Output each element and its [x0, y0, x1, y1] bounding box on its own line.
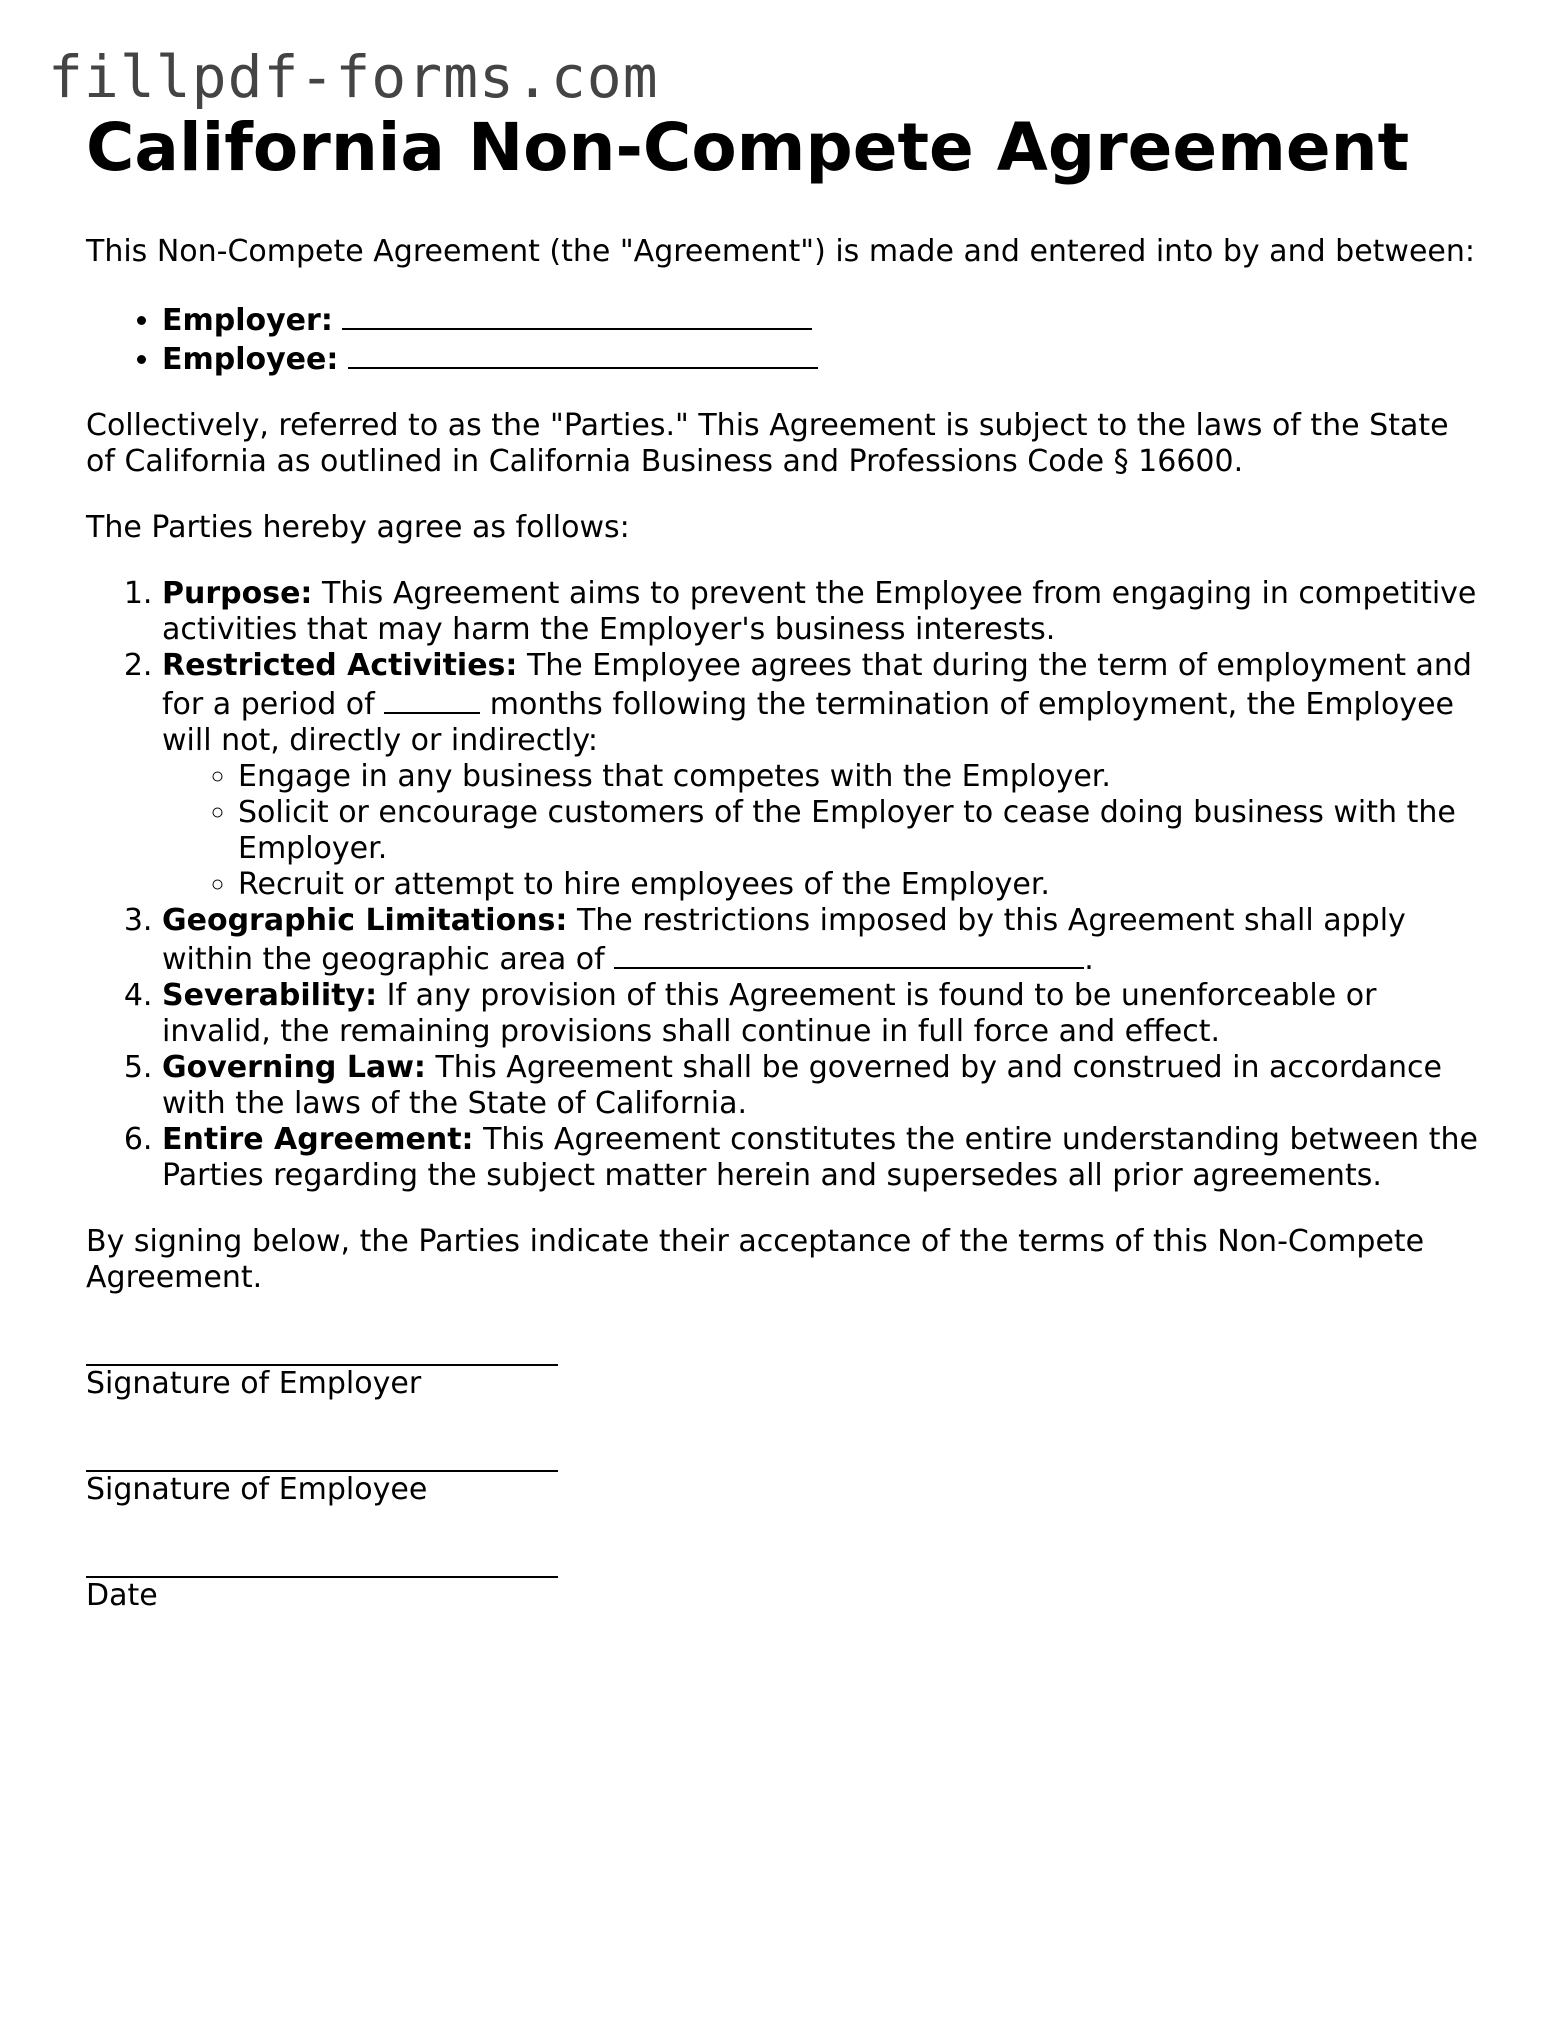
document-title: California Non-Compete Agreement	[86, 109, 1410, 186]
employer-name-blank[interactable]	[342, 300, 812, 330]
term-geographic	[162, 903, 1486, 978]
term-severability	[162, 978, 1486, 1050]
date-line[interactable]	[86, 1542, 558, 1578]
term-geographic-heading: Geographic Limitations:	[162, 903, 568, 938]
term-geographic-text-before: The restrictions imposed by this Agreement shall apply within the geographic area of	[162, 903, 1406, 977]
term-restricted-text-before: The Employee agrees that during the term of employment and for a period of	[162, 648, 1472, 722]
term-purpose-heading: Purpose:	[162, 576, 313, 611]
restricted-activities-list	[162, 759, 1486, 903]
collectively-paragraph: Collectively, referred to as the "Parties." This Agreement is subject to the laws of the State of California as outlined in California Business and Professions Code § 16600.	[86, 408, 1449, 479]
term-geographic-text-after: .	[1084, 942, 1094, 977]
signature-employer	[86, 1330, 1486, 1402]
signature-date	[86, 1542, 1486, 1614]
watermark: fillpdf-forms.com	[48, 43, 659, 111]
signature-employee	[86, 1436, 1486, 1508]
signature-block	[86, 1330, 1486, 1614]
signature-employer-line[interactable]	[86, 1330, 558, 1366]
party-employee	[162, 339, 1486, 378]
term-restricted-text-after: months following the termination of employment, the Employee will not, directly or indirectly:	[162, 687, 1454, 758]
agree-intro: The Parties hereby agree as follows:	[86, 510, 630, 545]
term-severability-text: If any provision of this Agreement is found to be unenforceable or invalid, the remaining provisions shall continue in full force and effect.	[162, 978, 1377, 1049]
term-restricted	[162, 648, 1486, 903]
party-employee-label: Employee:	[162, 342, 339, 377]
term-severability-heading: Severability:	[162, 978, 378, 1013]
term-purpose-text: This Agreement aims to prevent the Employee from engaging in competitive activities that may harm the Employer's business interests.	[162, 576, 1477, 647]
term-restricted-heading: Restricted Activities:	[162, 648, 518, 683]
party-employer	[162, 300, 1486, 339]
closing-paragraph: By signing below, the Parties indicate their acceptance of the terms of this Non-Compete Agreement.	[86, 1224, 1425, 1295]
restricted-item: ◦ Engage in any business that competes with the Employer.	[238, 759, 1486, 795]
party-employer-label: Employer:	[162, 303, 333, 338]
intro-paragraph: This Non-Compete Agreement (the "Agreement") is made and entered into by and between:	[86, 234, 1475, 269]
term-governing-law	[162, 1050, 1486, 1122]
document	[86, 108, 1486, 1648]
geographic-area-blank[interactable]	[614, 939, 1084, 969]
restricted-item: ◦ Recruit or attempt to hire employees of the Employer.	[238, 867, 1486, 903]
signature-employee-label: Signature of Employee	[86, 1472, 428, 1507]
employee-name-blank[interactable]	[348, 339, 818, 369]
term-entire-heading: Entire Agreement:	[162, 1122, 474, 1157]
restricted-item: ◦ Solicit or encourage customers of the Employer to cease doing business with the Employer.	[238, 795, 1486, 867]
term-governing-text: This Agreement shall be governed by and construed in accordance with the laws of the State of California.	[162, 1050, 1442, 1121]
terms-list	[86, 576, 1486, 1194]
term-purpose	[162, 576, 1486, 648]
parties-list	[86, 300, 1486, 378]
signature-employer-label: Signature of Employer	[86, 1366, 422, 1401]
months-blank[interactable]	[384, 684, 480, 714]
term-entire-agreement	[162, 1122, 1486, 1194]
term-governing-heading: Governing Law:	[162, 1050, 426, 1085]
date-label: Date	[86, 1578, 158, 1613]
term-entire-text: This Agreement constitutes the entire understanding between the Parties regarding the subject matter herein and supersedes all prior agreements.	[162, 1122, 1478, 1193]
signature-employee-line[interactable]	[86, 1436, 558, 1472]
